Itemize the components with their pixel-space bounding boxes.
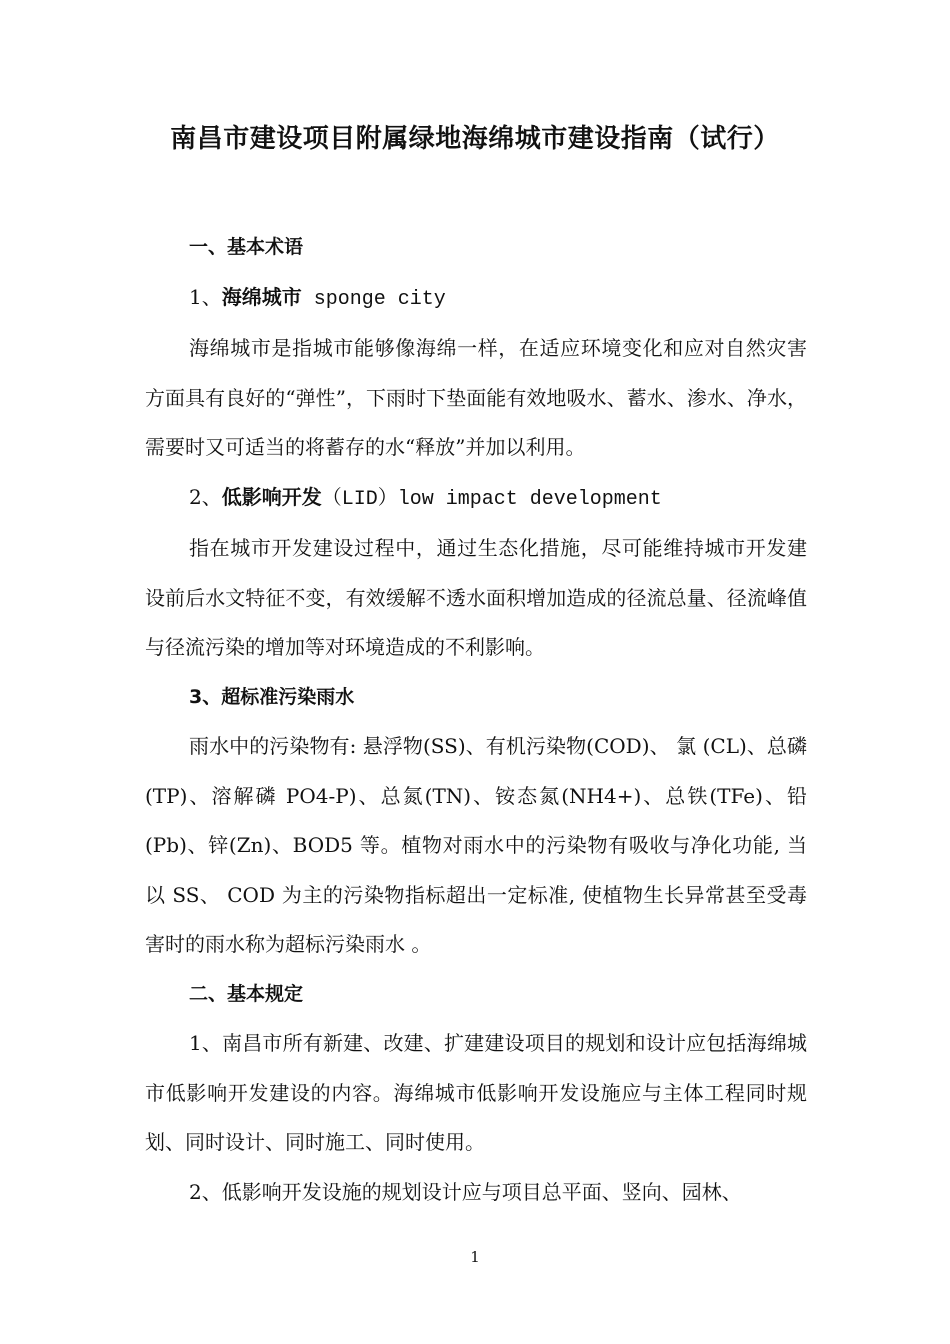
term-lid-definition: 指在城市开发建设过程中，通过生态化措施，尽可能维持城市开发建设前后水文特征不变，有效缓解不透水面积增加造成的径流总量、径流峰值与径流污染的增加等对环境造成的不利影响。 bbox=[145, 536, 807, 659]
term-sponge-city-definition: 海绵城市是指城市能够像海绵一样，在适应环境变化和应对自然灾害方面具有良好的“弹性”，下雨时下垫面能有效地吸水、蓄水、渗水、净水，需要时又可适当的将蓄存的水“释放”并加以利用。 bbox=[145, 336, 807, 459]
rule-2: 2、低影响开发设施的规划设计应与项目总平面、竖向、园林、 bbox=[189, 1179, 742, 1204]
term-sponge-city bbox=[145, 273, 807, 325]
document-title: 南昌市建设项目附属绿地海绵城市建设指南（试行） bbox=[170, 124, 780, 154]
rule-1: 1、南昌市所有新建、改建、扩建建设项目的规划和设计应包括海绵城市低影响开发建设的内容。海绵城市低影响开发设施应与主体工程同时规划、同时设计、同时施工、同时使用。 bbox=[145, 1031, 807, 1154]
document-body bbox=[145, 223, 807, 1217]
term-number: 2、 bbox=[189, 484, 222, 509]
term-english: sponge city bbox=[301, 287, 446, 311]
term-english: （LID）low impact development bbox=[321, 487, 662, 511]
term-name: 海绵城市 bbox=[221, 284, 302, 309]
section-heading-terms: 一、基本术语 bbox=[189, 236, 304, 258]
term-lid bbox=[145, 473, 807, 525]
term-polluted-rainwater-definition: 雨水中的污染物有: 悬浮物(SS)、有机污染物(COD)、 氯 (CL)、总磷(TP)、溶解磷 PO4-P)、总氮(TN)、铵态氮(NH4+)、总铁(TFe)、铅(Pb)、锌(Zn)、BOD5 等。植物对雨水中的污染物有吸收与净化功能, 当以 SS、 COD 为主的污染物指标超出一定标准, 使植物生长异常甚至受毒害时的雨水称为超标污染雨水 。 bbox=[145, 734, 807, 956]
term-name: 低影响开发 bbox=[221, 484, 322, 509]
term-polluted-rainwater: 3、超标准污染雨水 bbox=[189, 685, 355, 708]
section-heading-rules: 二、基本规定 bbox=[189, 982, 304, 1005]
page-number: 1 bbox=[470, 1248, 480, 1266]
term-number: 1、 bbox=[189, 284, 222, 309]
